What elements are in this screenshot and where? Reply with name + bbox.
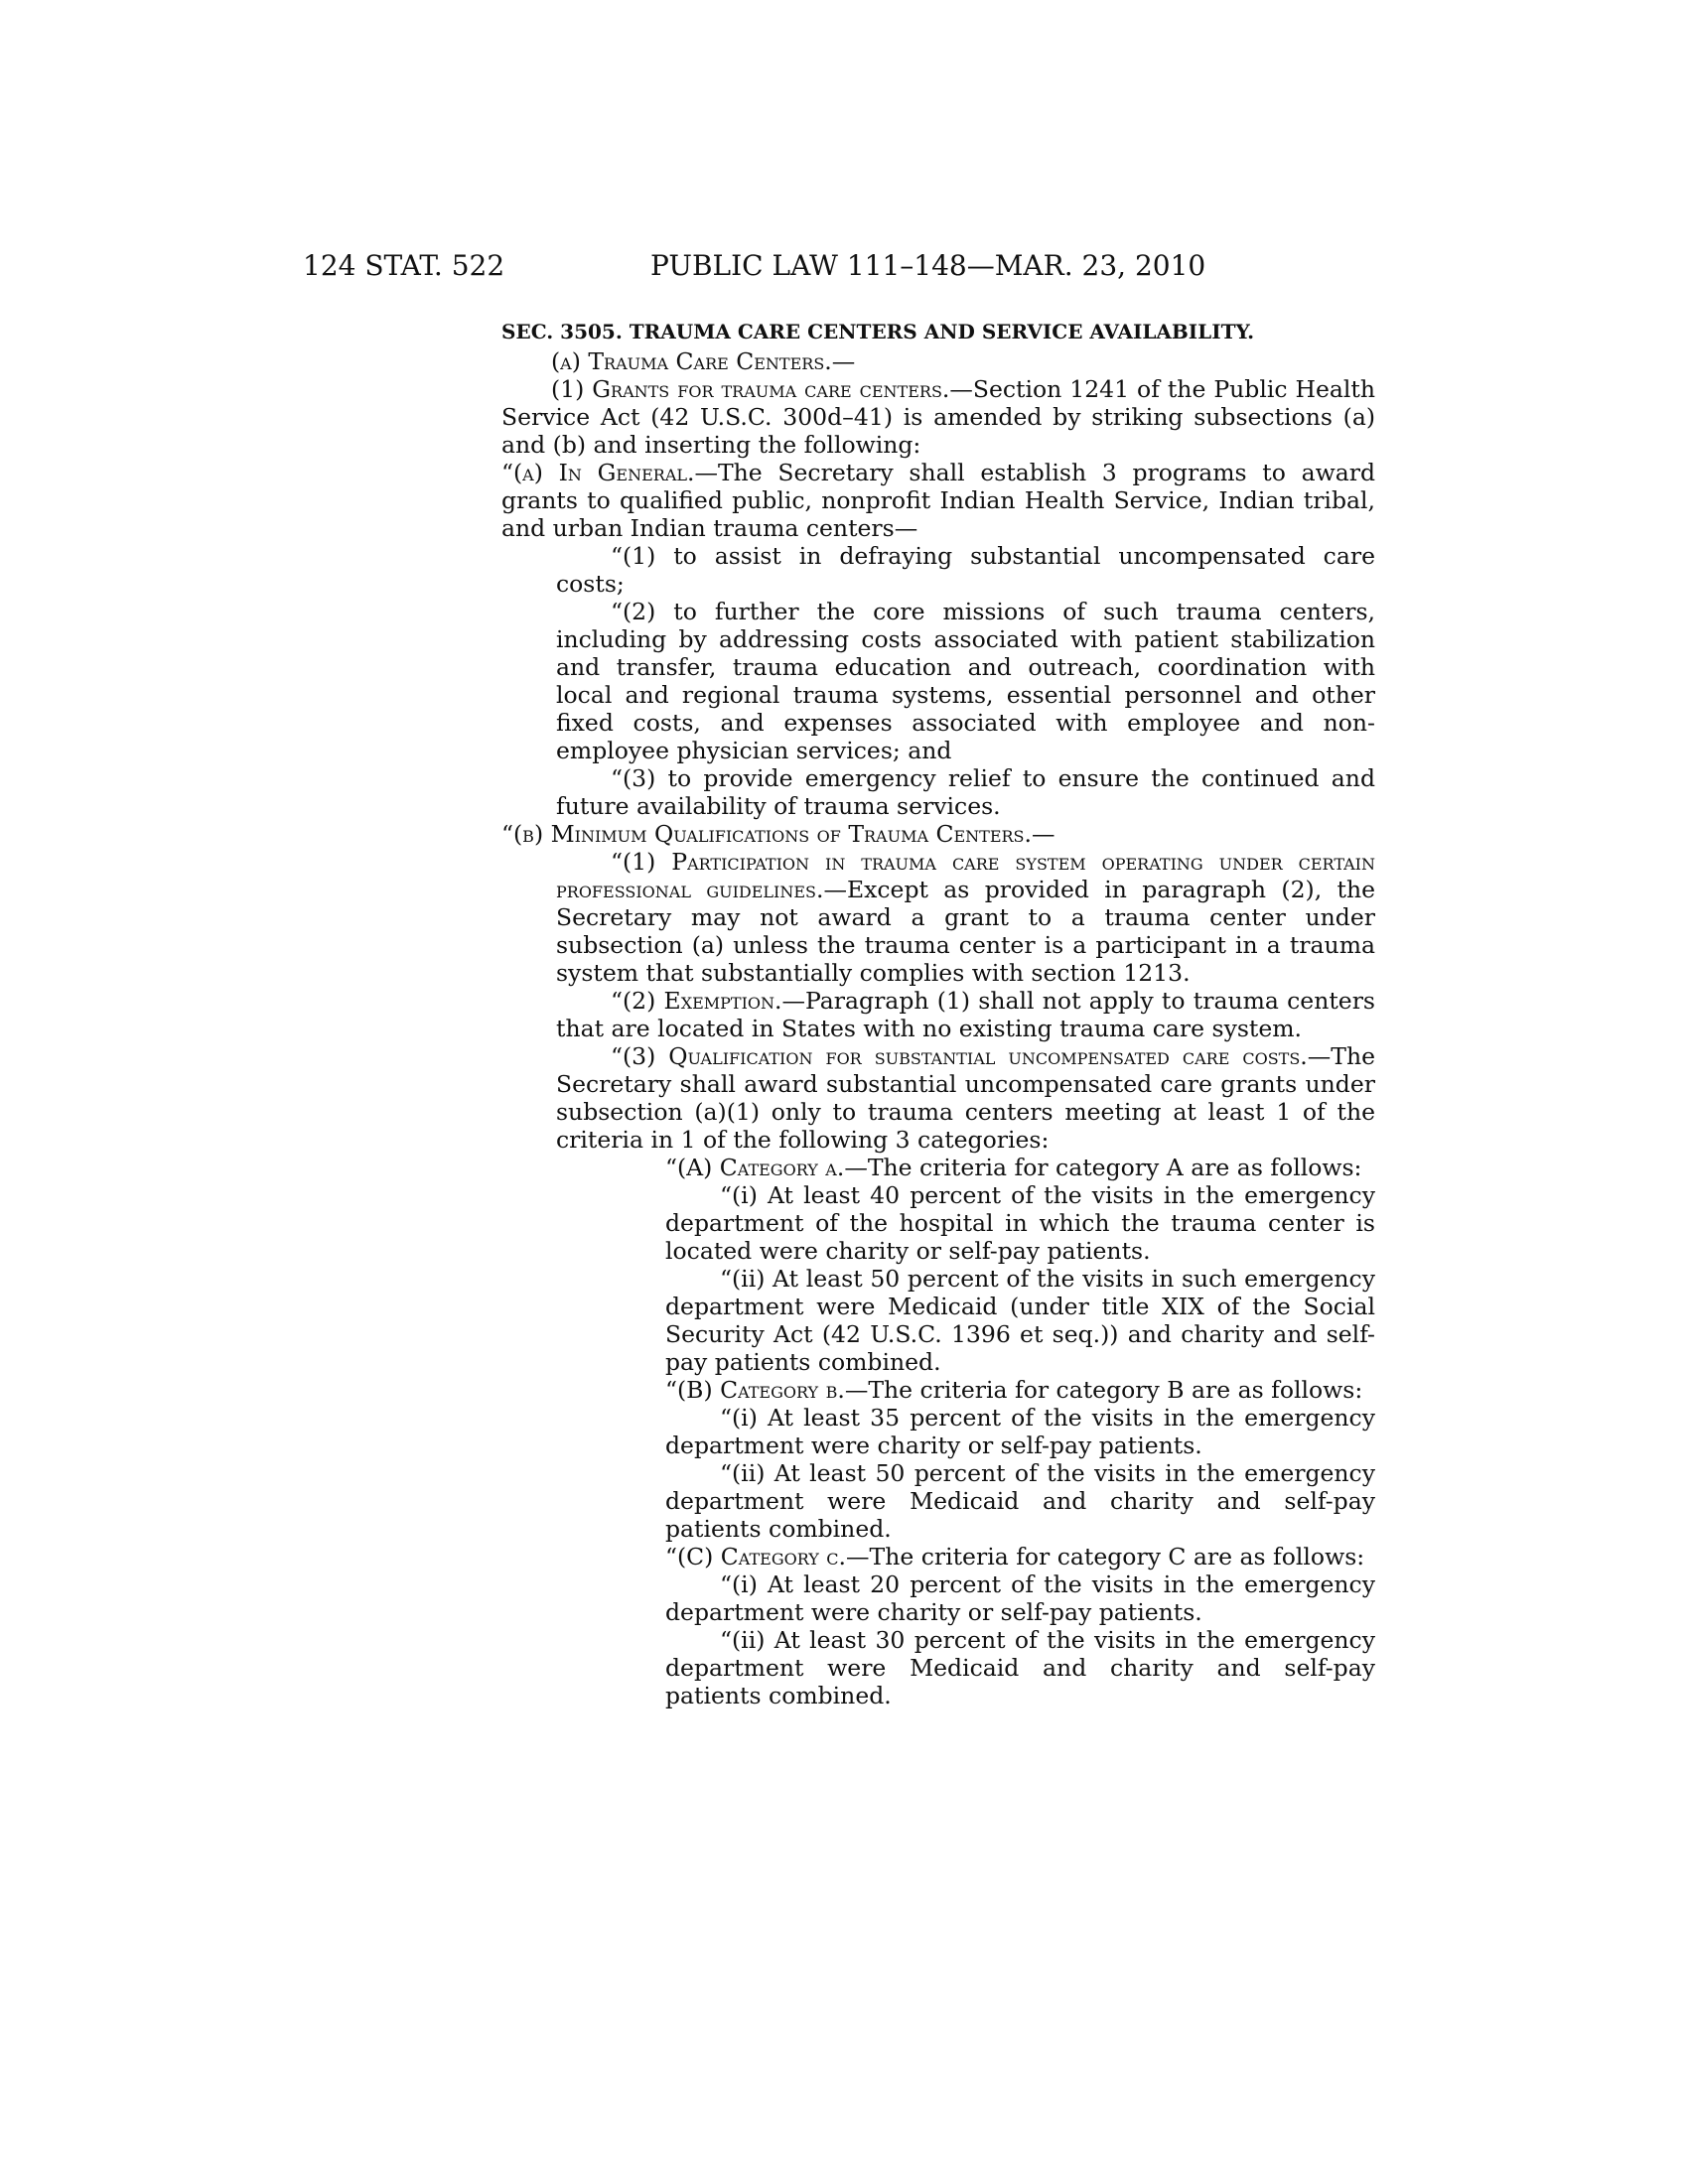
paragraph-heading: “(A) Category a.— xyxy=(665,1154,868,1181)
category-a-clause-i xyxy=(501,1181,1375,1265)
subsection-a xyxy=(501,347,1375,375)
paragraph-heading: “(b) Minimum Qualifications of Trauma Centers.— xyxy=(501,820,1055,848)
page-header xyxy=(0,250,1688,290)
paragraph-text: “(ii) At least 50 percent of the visits in the emergency department were Medicaid and charity and self-pay patients combined. xyxy=(665,1459,1375,1543)
paragraph-heading: “(3) Qualification for substantial uncompensated care costs.— xyxy=(611,1042,1332,1070)
clause-2 xyxy=(501,598,1375,764)
category-a xyxy=(501,1154,1375,1181)
paragraph-heading: “(B) Category b.— xyxy=(665,1376,869,1404)
category-c-clause-ii xyxy=(501,1626,1375,1709)
paragraph-1 xyxy=(501,375,1375,459)
clause-1 xyxy=(501,542,1375,598)
running-head: PUBLIC LAW 111–148—MAR. 23, 2010 xyxy=(650,249,1206,282)
section-heading: SEC. 3505. TRAUMA CARE CENTERS AND SERVICE AVAILABILITY. xyxy=(501,320,1255,343)
paragraph-text: Paragraph (1) shall not apply to trauma centers that are located in States with no existing trauma care system. xyxy=(556,987,1375,1042)
paragraph-text: Section 1241 of the Public Health Service Act (42 U.S.C. 300d–41) is amended by striking subsections (a) and (b) and inserting the following: xyxy=(501,375,1375,459)
paragraph-b1 xyxy=(501,848,1375,987)
paragraph-text: Except as provided in paragraph (2), the Secretary may not award a grant to a trauma center under subsection (a) unless the trauma center is a participant in a trauma system that substantially complies with section 1213. xyxy=(556,876,1375,987)
statute-text xyxy=(501,347,1375,1709)
category-b-clause-i xyxy=(501,1404,1375,1459)
paragraph-b2 xyxy=(501,987,1375,1042)
paragraph-text: “(ii) At least 50 percent of the visits in such emergency department were Medicaid (under title XIX of the Social Security Act (42 U.S.C. 1396 et seq.)) and charity and self-pay patients combined. xyxy=(665,1265,1375,1376)
paragraph-heading: “(2) Exemption.— xyxy=(611,987,806,1015)
paragraph-heading: “(C) Category c.— xyxy=(665,1543,870,1570)
inserted-subsection-a xyxy=(501,459,1375,542)
paragraph-heading: (a) Trauma Care Centers.— xyxy=(551,347,856,375)
inserted-subsection-b xyxy=(501,820,1375,848)
paragraph-heading: “(a) In General.— xyxy=(501,459,718,486)
paragraph-text: “(i) At least 35 percent of the visits in the emergency department were charity or self-pay patients. xyxy=(665,1404,1375,1459)
clause-3 xyxy=(501,764,1375,820)
paragraph-text: The criteria for category B are as follows: xyxy=(868,1376,1363,1404)
paragraph-b3 xyxy=(501,1042,1375,1154)
paragraph-text: “(i) At least 20 percent of the visits in the emergency department were charity or self-pay patients. xyxy=(665,1570,1375,1626)
category-b xyxy=(501,1376,1375,1404)
paragraph-heading: (1) Grants for trauma care centers.— xyxy=(551,375,973,403)
paragraph-text: “(i) At least 40 percent of the visits in the emergency department of the hospital in which the trauma center is located were charity or self-pay patients. xyxy=(665,1181,1375,1265)
category-a-clause-ii xyxy=(501,1265,1375,1376)
paragraph-text: “(3) to provide emergency relief to ensure the continued and future availability of trauma services. xyxy=(556,764,1375,820)
paragraph-text: “(ii) At least 30 percent of the visits in the emergency department were Medicaid and charity and self-pay patients combined. xyxy=(665,1626,1375,1709)
paragraph-text: The Secretary shall establish 3 programs to award grants to qualified public, nonprofit Indian Health Service, Indian tribal, and urban Indian trauma centers— xyxy=(501,459,1376,542)
paragraph-text: “(1) to assist in defraying substantial uncompensated care costs; xyxy=(556,542,1375,598)
statute-page-number: 124 STAT. 522 xyxy=(303,249,505,282)
category-c xyxy=(501,1543,1375,1570)
paragraph-text: The criteria for category C are as follows: xyxy=(869,1543,1365,1570)
paragraph-text: “(2) to further the core missions of such trauma centers, including by addressing costs associated with patient stabilization and transfer, trauma education and outreach, coordination with local and regional trauma systems, essential personnel and other fixed costs, and expenses associated with employee and non-employee physician services; and xyxy=(556,598,1375,764)
category-b-clause-ii xyxy=(501,1459,1375,1543)
paragraph-text: The criteria for category A are as follows: xyxy=(867,1154,1362,1181)
paragraph-text: The Secretary shall award substantial uncompensated care grants under subsection (a)(1) only to trauma centers meeting at least 1 of the criteria in 1 of the following 3 categories: xyxy=(556,1042,1375,1154)
paragraph-heading: “(1) Participation in trauma care system operating under certain professional guidelines.— xyxy=(556,848,1375,903)
category-c-clause-i xyxy=(501,1570,1375,1626)
